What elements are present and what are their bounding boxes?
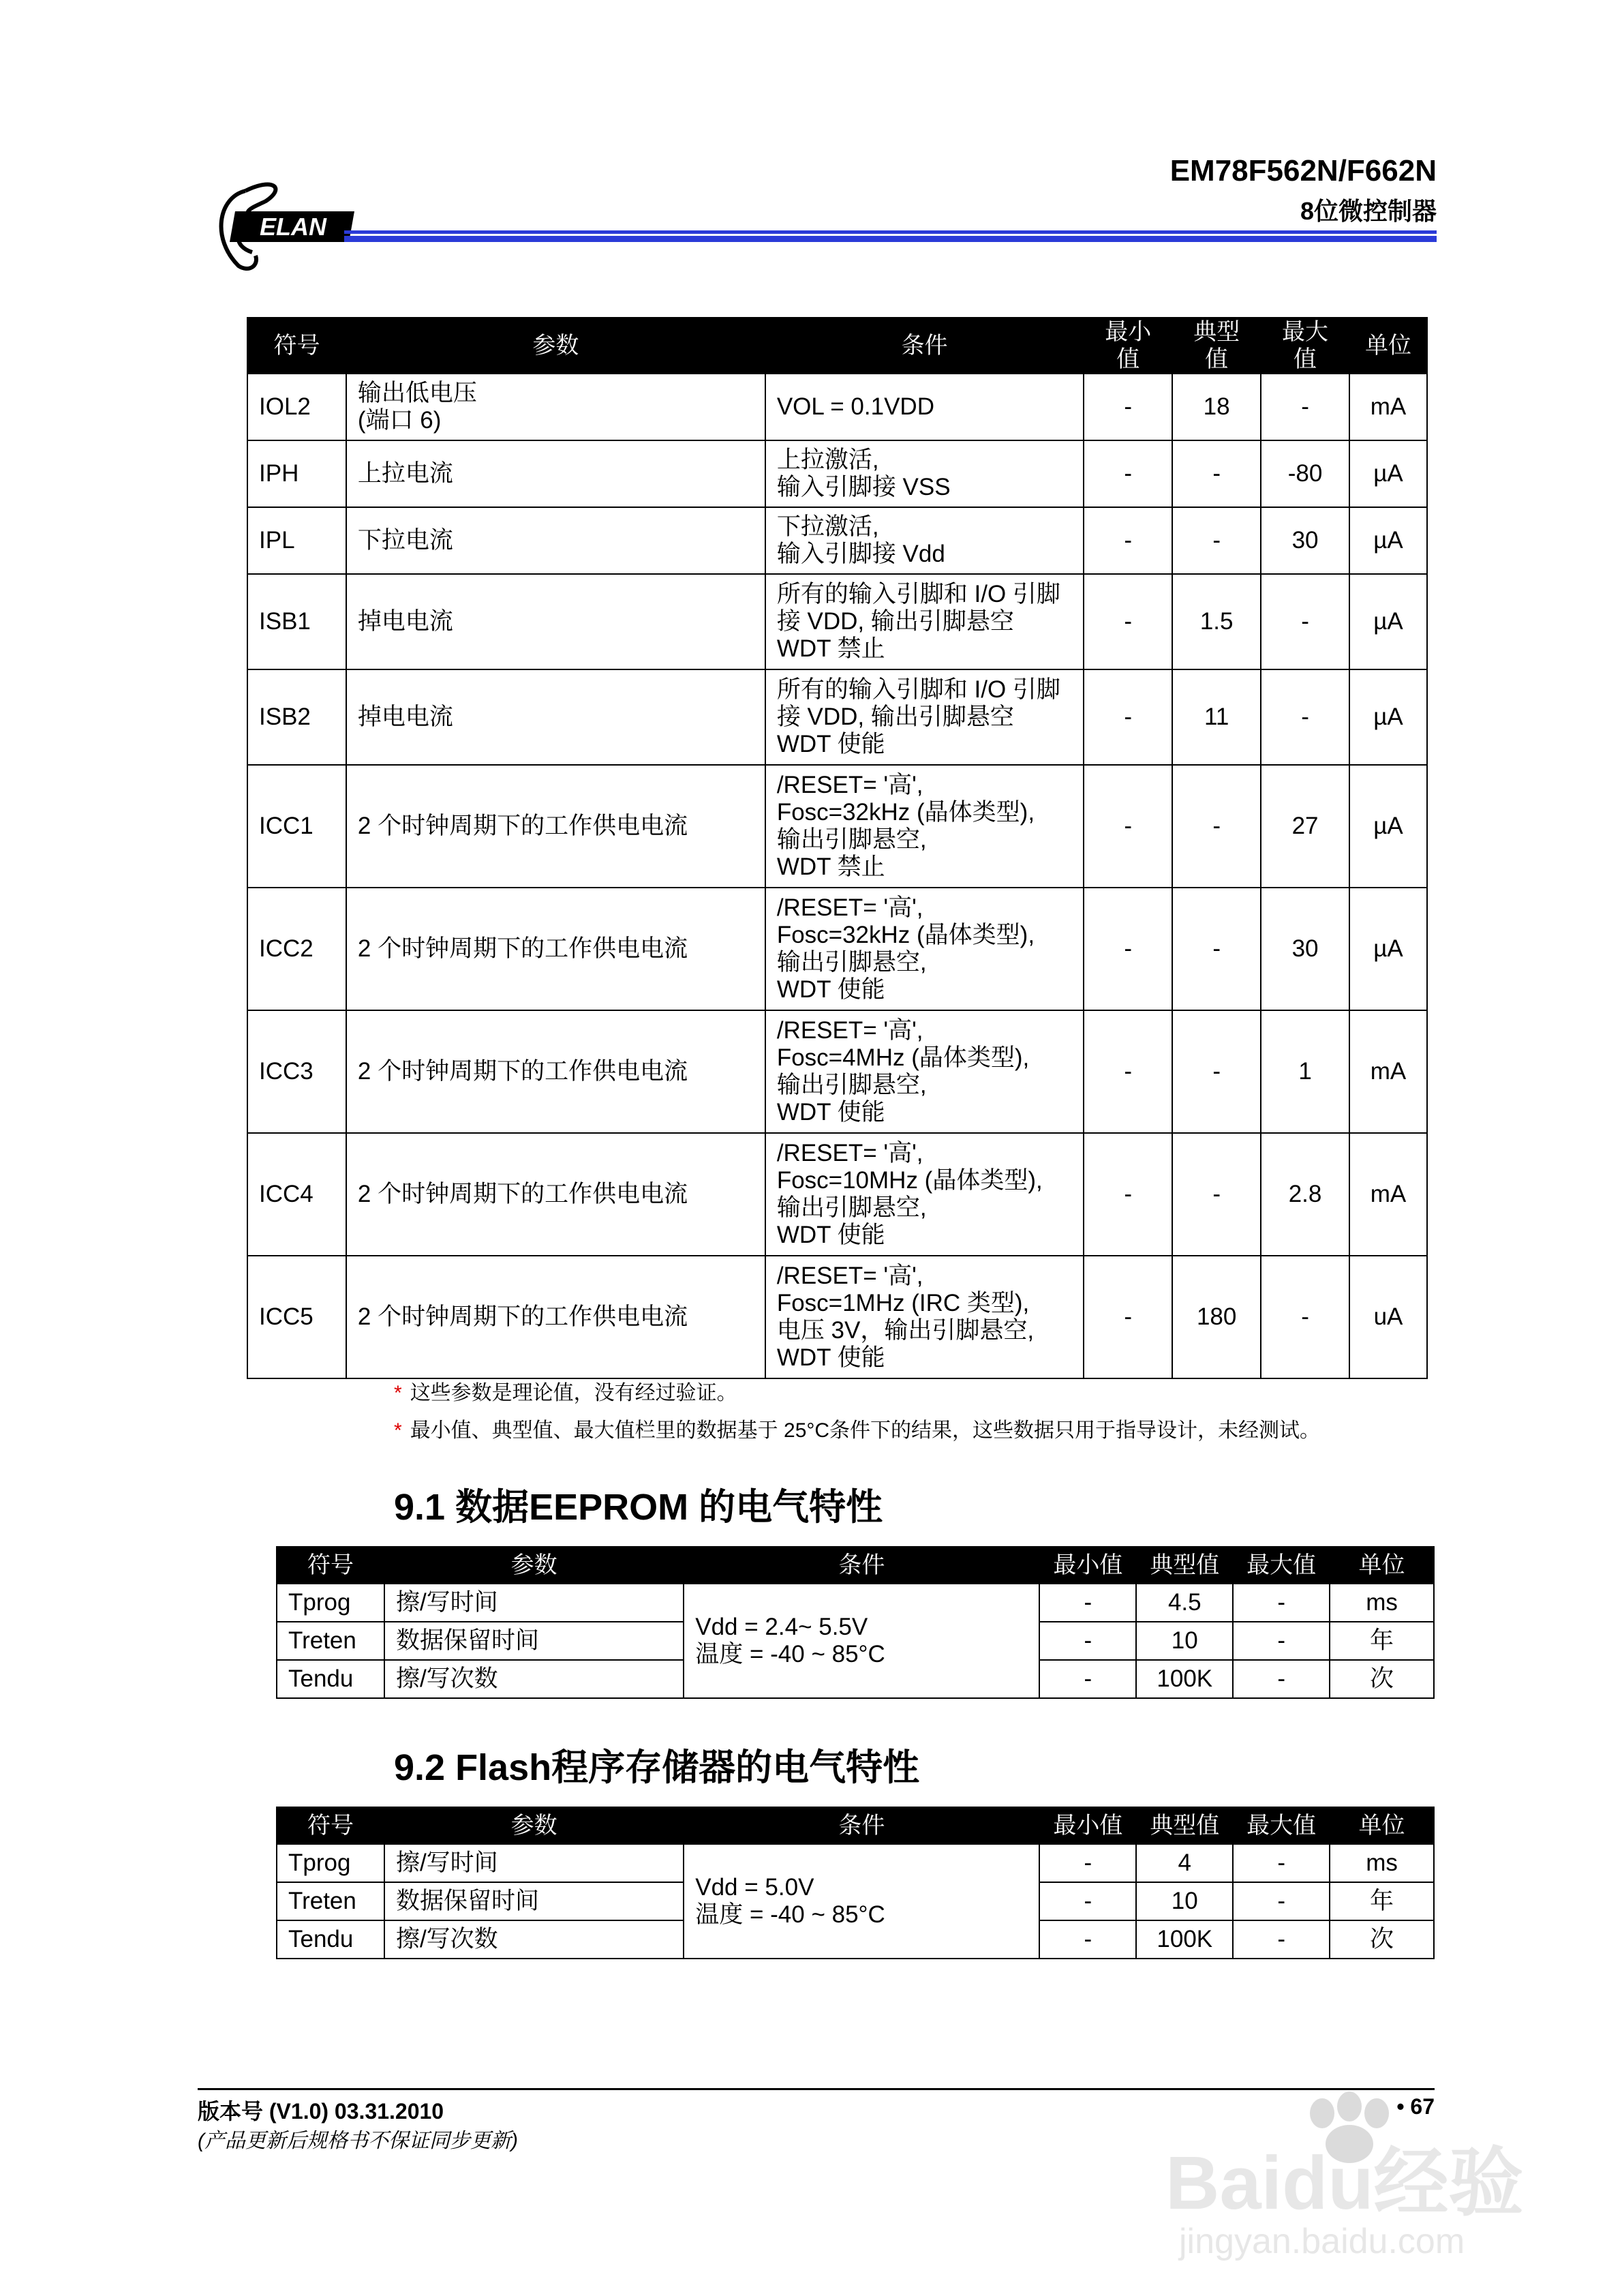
parameter-cell: 数据保留时间	[384, 1882, 684, 1920]
doc-title: EM78F562N/F662N	[1169, 154, 1437, 187]
unit-cell: 次	[1330, 1920, 1434, 1959]
parameter-cell	[346, 1010, 765, 1133]
header-unit: 单位	[1330, 1807, 1434, 1844]
typ-cell: 4.5	[1136, 1584, 1233, 1622]
unit-cell: mA	[1349, 1133, 1427, 1256]
min-cell: -	[1039, 1882, 1136, 1920]
parameter-cell	[346, 888, 765, 1010]
header-typ: 典型值	[1136, 1547, 1233, 1584]
header-unit: 单位	[1349, 318, 1427, 374]
max-cell: -	[1233, 1920, 1330, 1959]
header-parameter: 参数	[384, 1547, 684, 1584]
header-min: 最小值	[1039, 1807, 1136, 1844]
parameter-line: 2 个时钟周期下的工作供电电流	[357, 1303, 688, 1330]
min-cell: -	[1084, 669, 1172, 765]
max-cell: 30	[1261, 888, 1349, 1010]
max-cell: 30	[1261, 507, 1349, 574]
condition-cell	[765, 888, 1084, 1010]
section-heading-eeprom: 9.1 数据EEPROM 的电气特性	[394, 1487, 883, 1528]
condition-line: 输入引脚接 VSS	[776, 474, 951, 500]
parameter-line: 2 个时钟周期下的工作供电电流	[357, 935, 688, 962]
condition-cell	[765, 574, 1084, 669]
unit-cell: 年	[1330, 1622, 1434, 1660]
watermark-brand: Baidu经验	[1165, 2141, 1524, 2225]
condition-cell	[765, 374, 1084, 440]
unit-cell: µA	[1349, 574, 1427, 669]
symbol-cell: Treten	[277, 1622, 384, 1660]
symbol-cell: Tendu	[277, 1920, 384, 1959]
parameter-cell: 擦/写次数	[384, 1660, 684, 1698]
typ-cell: -	[1172, 888, 1261, 1010]
min-cell: -	[1084, 765, 1172, 888]
symbol-cell: ICC3	[247, 1010, 346, 1133]
condition-line: Fosc=1MHz (IRC 类型),	[776, 1290, 1030, 1316]
symbol-cell: Tendu	[277, 1660, 384, 1698]
min-cell: -	[1039, 1622, 1136, 1660]
footnote-1	[394, 1376, 737, 1406]
footer-note: (产品更新后规格书不保证同步更新)	[198, 2130, 518, 2152]
table-header-row	[277, 1547, 1434, 1584]
header-symbol: 符号	[277, 1807, 384, 1844]
condition-line: /RESET= '高',	[776, 894, 923, 921]
condition-line: 输出引脚悬空,	[776, 1072, 927, 1098]
table-header-row	[277, 1807, 1434, 1844]
table-row	[247, 1133, 1427, 1256]
table-header-row	[247, 318, 1427, 374]
unit-cell: uA	[1349, 1256, 1427, 1378]
min-cell: -	[1039, 1920, 1136, 1959]
parameter-cell	[346, 374, 765, 440]
parameter-cell: 擦/写次数	[384, 1920, 684, 1959]
flash-table	[276, 1807, 1435, 1959]
condition-cell	[765, 507, 1084, 574]
condition-line: 温度 = -40 ~ 85°C	[695, 1901, 885, 1928]
parameter-cell: 擦/写时间	[384, 1584, 684, 1622]
watermark-url: jingyan.baidu.com	[1179, 2222, 1465, 2261]
parameter-cell	[346, 507, 765, 574]
parameter-cell	[346, 574, 765, 669]
table-row	[247, 765, 1427, 888]
condition-line: Fosc=4MHz (晶体类型),	[776, 1044, 1030, 1071]
parameter-line: 2 个时钟周期下的工作供电电流	[357, 1058, 688, 1085]
condition-line: WDT 禁止	[776, 854, 885, 880]
typ-cell: 10	[1136, 1882, 1233, 1920]
condition-line: /RESET= '高',	[776, 772, 923, 798]
footer-version: 版本号 (V1.0) 03.31.2010	[198, 2099, 444, 2124]
condition-line: 输出引脚悬空,	[776, 826, 927, 853]
max-cell: -	[1233, 1660, 1330, 1698]
min-cell: -	[1084, 507, 1172, 574]
unit-cell: µA	[1349, 440, 1427, 507]
table-row	[247, 374, 1427, 440]
max-cell: 2.8	[1261, 1133, 1349, 1256]
header-condition: 条件	[765, 318, 1084, 374]
parameter-cell	[346, 765, 765, 888]
condition-cell	[684, 1584, 1039, 1698]
header-min: 最小值	[1039, 1547, 1136, 1584]
doc-subtitle: 8位微控制器	[1300, 197, 1437, 225]
min-cell: -	[1084, 374, 1172, 440]
symbol-cell: IPH	[247, 440, 346, 507]
table-body	[247, 374, 1427, 1378]
table-row	[247, 507, 1427, 574]
header-typ: 典型值	[1136, 1807, 1233, 1844]
min-cell: -	[1039, 1584, 1136, 1622]
condition-cell	[684, 1844, 1039, 1959]
symbol-cell: Treten	[277, 1882, 384, 1920]
table-row	[277, 1584, 1434, 1622]
footnote-text: 最小值、典型值、最大值栏里的数据基于 25°C条件下的结果，这些数据只用于指导设计，未经测试。	[410, 1419, 1321, 1442]
max-cell: -	[1261, 669, 1349, 765]
typ-cell: 11	[1172, 669, 1261, 765]
condition-line: Vdd = 5.0V	[695, 1874, 814, 1901]
max-cell: -	[1233, 1882, 1330, 1920]
unit-cell: µA	[1349, 888, 1427, 1010]
table-row	[247, 1010, 1427, 1133]
header-condition: 条件	[684, 1807, 1039, 1844]
condition-line: 接 VDD, 输出引脚悬空	[776, 704, 1014, 730]
condition-line: WDT 使能	[776, 1222, 885, 1248]
unit-cell: 次	[1330, 1660, 1434, 1698]
page-number: • 67	[1396, 2094, 1435, 2119]
unit-cell: µA	[1349, 507, 1427, 574]
header-parameter: 参数	[384, 1807, 684, 1844]
max-cell: -	[1233, 1584, 1330, 1622]
min-cell: -	[1084, 1133, 1172, 1256]
typ-cell: -	[1172, 765, 1261, 888]
typ-cell: 10	[1136, 1622, 1233, 1660]
parameter-cell: 擦/写时间	[384, 1844, 684, 1882]
unit-cell: ms	[1330, 1584, 1434, 1622]
condition-cell	[765, 1256, 1084, 1378]
condition-line: 上拉激活,	[776, 447, 879, 473]
header-typ: 典型值	[1172, 318, 1261, 374]
parameter-line: (端口 6)	[357, 407, 442, 434]
min-cell: -	[1084, 1256, 1172, 1378]
condition-line: 接 VDD, 输出引脚悬空	[776, 608, 1014, 635]
max-cell: -	[1261, 574, 1349, 669]
max-cell: -	[1233, 1844, 1330, 1882]
unit-cell: ms	[1330, 1844, 1434, 1882]
parameter-cell	[346, 440, 765, 507]
condition-line: /RESET= '高',	[776, 1263, 923, 1289]
condition-line: 所有的输入引脚和 I/O 引脚	[776, 581, 1060, 607]
max-cell: -	[1261, 374, 1349, 440]
header-rule	[344, 230, 1437, 234]
symbol-cell: ISB1	[247, 574, 346, 669]
condition-line: Vdd = 2.4~ 5.5V	[695, 1614, 868, 1640]
max-cell: -	[1261, 1256, 1349, 1378]
typ-cell: 4	[1136, 1844, 1233, 1882]
symbol-cell: ICC4	[247, 1133, 346, 1256]
parameter-line: 掉电电流	[357, 608, 453, 635]
max-cell: -80	[1261, 440, 1349, 507]
unit-cell: mA	[1349, 1010, 1427, 1133]
table-row	[247, 440, 1427, 507]
typ-cell: 180	[1172, 1256, 1261, 1378]
header-min: 最小值	[1084, 318, 1172, 374]
table-row	[247, 888, 1427, 1010]
symbol-cell: ISB2	[247, 669, 346, 765]
condition-line: Fosc=32kHz (晶体类型),	[776, 922, 1035, 948]
parameter-cell: 数据保留时间	[384, 1622, 684, 1660]
symbol-cell: ICC2	[247, 888, 346, 1010]
logo-text: ELAN	[260, 213, 326, 241]
elan-logo	[198, 164, 354, 276]
unit-cell: µA	[1349, 765, 1427, 888]
max-cell: -	[1233, 1622, 1330, 1660]
typ-cell: -	[1172, 1010, 1261, 1133]
unit-cell: mA	[1349, 374, 1427, 440]
typ-cell: -	[1172, 507, 1261, 574]
typ-cell: 100K	[1136, 1660, 1233, 1698]
parameter-line: 输出低电压	[357, 380, 477, 406]
condition-line: 下拉激活,	[776, 513, 879, 540]
min-cell: -	[1084, 1010, 1172, 1133]
header-rule-thick	[344, 236, 1437, 242]
eeprom-table	[276, 1546, 1435, 1699]
parameter-line: 2 个时钟周期下的工作供电电流	[357, 813, 688, 839]
parameter-cell	[346, 1133, 765, 1256]
condition-line: 电压 3V，输出引脚悬空,	[776, 1317, 1035, 1344]
footnote-mark: *	[394, 1382, 402, 1404]
condition-line: WDT 禁止	[776, 635, 885, 662]
condition-line: WDT 使能	[776, 976, 885, 1003]
min-cell: -	[1084, 888, 1172, 1010]
condition-line: 输出引脚悬空,	[776, 949, 927, 976]
parameter-cell	[346, 669, 765, 765]
condition-line: WDT 使能	[776, 1344, 885, 1371]
parameter-line: 下拉电流	[357, 527, 453, 554]
parameter-line: 上拉电流	[357, 460, 453, 487]
header-max: 最大值	[1261, 318, 1349, 374]
unit-cell: µA	[1349, 669, 1427, 765]
baidu-watermark	[1152, 2086, 1533, 2263]
parameter-cell	[346, 1256, 765, 1378]
condition-line: 所有的输入引脚和 I/O 引脚	[776, 676, 1060, 703]
symbol-cell: Tprog	[277, 1844, 384, 1882]
condition-line: 输入引脚接 Vdd	[776, 541, 945, 567]
symbol-cell: ICC5	[247, 1256, 346, 1378]
condition-line: /RESET= '高',	[776, 1140, 923, 1166]
symbol-cell: IPL	[247, 507, 346, 574]
condition-line: VOL = 0.1VDD	[776, 393, 934, 420]
condition-line: WDT 使能	[776, 731, 885, 757]
electrical-characteristics-table	[247, 317, 1428, 1379]
typ-cell: 1.5	[1172, 574, 1261, 669]
table-row	[247, 574, 1427, 669]
min-cell: -	[1084, 440, 1172, 507]
header-max: 最大值	[1233, 1807, 1330, 1844]
footnote-2	[394, 1413, 1320, 1443]
condition-cell	[765, 765, 1084, 888]
header-max: 最大值	[1233, 1547, 1330, 1584]
table-row	[247, 669, 1427, 765]
parameter-line: 掉电电流	[357, 704, 453, 730]
typ-cell: 18	[1172, 374, 1261, 440]
footnote-mark: *	[394, 1419, 402, 1442]
condition-cell	[765, 440, 1084, 507]
typ-cell: -	[1172, 440, 1261, 507]
min-cell: -	[1039, 1660, 1136, 1698]
header-symbol: 符号	[247, 318, 346, 374]
condition-line: 温度 = -40 ~ 85°C	[695, 1641, 885, 1667]
table-row	[277, 1844, 1434, 1882]
header-condition: 条件	[684, 1547, 1039, 1584]
typ-cell: 100K	[1136, 1920, 1233, 1959]
max-cell: 1	[1261, 1010, 1349, 1133]
max-cell: 27	[1261, 765, 1349, 888]
condition-cell	[765, 669, 1084, 765]
section-heading-flash: 9.2 Flash程序存储器的电气特性	[394, 1747, 920, 1788]
unit-cell: 年	[1330, 1882, 1434, 1920]
min-cell: -	[1039, 1844, 1136, 1882]
condition-line: Fosc=32kHz (晶体类型),	[776, 799, 1035, 826]
table-row	[247, 1256, 1427, 1378]
condition-cell	[765, 1010, 1084, 1133]
condition-line: /RESET= '高',	[776, 1017, 923, 1044]
header-symbol: 符号	[277, 1547, 384, 1584]
header-parameter: 参数	[346, 318, 765, 374]
header-unit: 单位	[1330, 1547, 1434, 1584]
typ-cell: -	[1172, 1133, 1261, 1256]
condition-cell	[765, 1133, 1084, 1256]
condition-line: WDT 使能	[776, 1099, 885, 1126]
footnote-text: 这些参数是理论值，没有经过验证。	[410, 1382, 737, 1404]
parameter-line: 2 个时钟周期下的工作供电电流	[357, 1181, 688, 1207]
symbol-cell: ICC1	[247, 765, 346, 888]
min-cell: -	[1084, 574, 1172, 669]
condition-line: Fosc=10MHz (晶体类型),	[776, 1167, 1043, 1194]
symbol-cell: IOL2	[247, 374, 346, 440]
symbol-cell: Tprog	[277, 1584, 384, 1622]
condition-line: 输出引脚悬空,	[776, 1194, 927, 1221]
